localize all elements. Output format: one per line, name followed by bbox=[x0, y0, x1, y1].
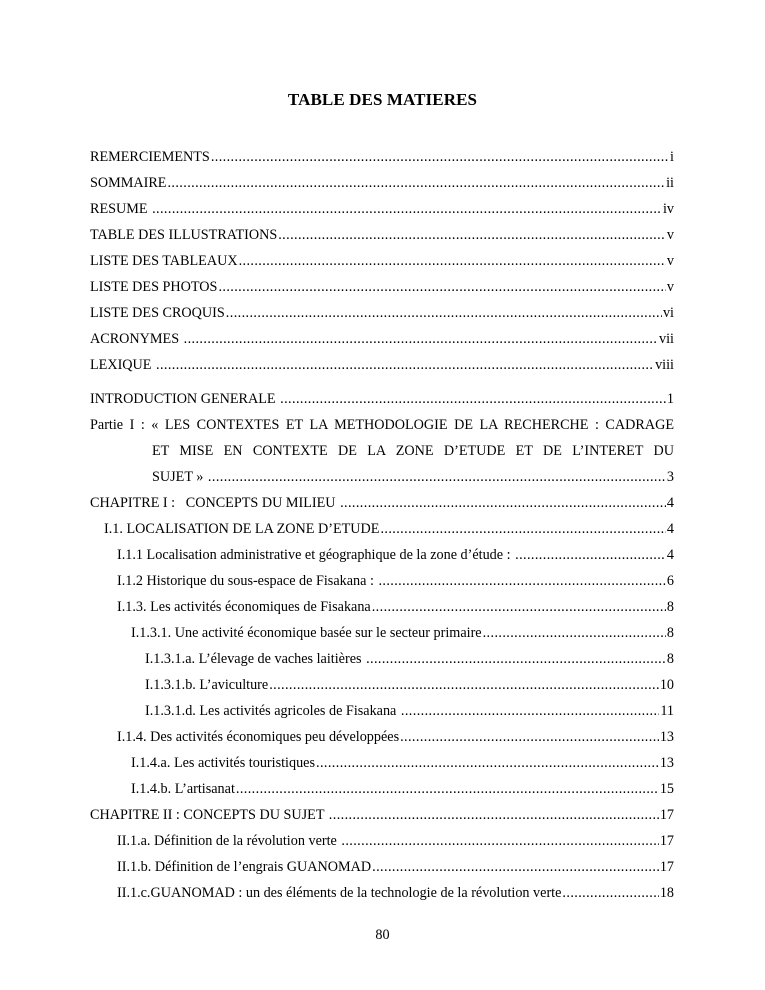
toc-entry-page: vii bbox=[659, 331, 674, 347]
toc-entry[interactable] bbox=[90, 724, 674, 750]
toc-entry[interactable] bbox=[90, 542, 674, 568]
dot-leader bbox=[372, 854, 659, 880]
toc-entry-page: 11 bbox=[660, 703, 674, 719]
toc-entry[interactable] bbox=[90, 828, 674, 854]
toc-entry[interactable] bbox=[90, 854, 674, 880]
toc-entry-page: vi bbox=[662, 305, 674, 321]
toc-entry-page: ii bbox=[666, 175, 674, 191]
dot-leader bbox=[184, 326, 658, 352]
toc-entry-line: Partie I : « LES CONTEXTES ET LA METHODOLOGIE DE LA RECHERCHE : CADRAGE bbox=[90, 417, 674, 433]
toc-entry-label: LISTE DES PHOTOS bbox=[90, 279, 218, 295]
toc-entry-label: LISTE DES TABLEAUX bbox=[90, 253, 238, 269]
toc-entry-label: II.1.b. Définition de l’engrais GUANOMAD bbox=[117, 859, 372, 875]
table-of-contents bbox=[90, 144, 674, 906]
toc-entry-page: 17 bbox=[659, 859, 674, 875]
toc-entry[interactable] bbox=[90, 620, 674, 646]
toc-entry-page: 17 bbox=[659, 807, 674, 823]
toc-entry[interactable] bbox=[90, 516, 674, 542]
toc-entry-page: iv bbox=[662, 201, 674, 217]
dot-leader bbox=[156, 352, 654, 378]
toc-entry-label: TABLE DES ILLUSTRATIONS bbox=[90, 227, 278, 243]
toc-entry[interactable] bbox=[90, 802, 674, 828]
toc-entry-page: 18 bbox=[659, 885, 674, 901]
toc-entry-page: 15 bbox=[659, 781, 674, 797]
toc-entry[interactable] bbox=[90, 170, 674, 196]
toc-entry-page: 4 bbox=[666, 547, 674, 563]
dot-leader bbox=[483, 620, 666, 646]
toc-entry-label: RESUME bbox=[90, 201, 152, 217]
dot-leader bbox=[380, 516, 665, 542]
toc-entry-label: ACRONYMES bbox=[90, 331, 183, 347]
toc-entry-label: CHAPITRE I : CONCEPTS DU MILIEU bbox=[90, 495, 340, 511]
toc-entry[interactable] bbox=[90, 248, 674, 274]
toc-entry-page: i bbox=[670, 149, 674, 165]
dot-leader bbox=[400, 724, 659, 750]
toc-entry-partie[interactable] bbox=[90, 412, 674, 490]
toc-entry-page: 8 bbox=[666, 625, 674, 641]
toc-entry[interactable] bbox=[90, 326, 674, 352]
toc-entry-label: REMERCIEMENTS bbox=[90, 149, 210, 165]
page-number: 80 bbox=[375, 927, 390, 943]
toc-entry-page: 4 bbox=[666, 521, 674, 537]
dot-leader bbox=[372, 594, 666, 620]
toc-entry-label: CHAPITRE II : CONCEPTS DU SUJET bbox=[90, 807, 328, 823]
dot-leader bbox=[208, 464, 666, 490]
toc-entry-page: v bbox=[666, 279, 674, 295]
toc-entry-page: 4 bbox=[666, 495, 674, 511]
toc-entry[interactable] bbox=[90, 144, 674, 170]
toc-entry-page: 6 bbox=[666, 573, 674, 589]
toc-entry-page: 1 bbox=[666, 391, 674, 407]
toc-entry-label: INTRODUCTION GENERALE bbox=[90, 391, 280, 407]
page-title: TABLE DES MATIERES bbox=[287, 90, 478, 109]
toc-entry-label: I.1.3.1.d. Les activités agricoles de Fisakana bbox=[145, 703, 400, 719]
dot-leader bbox=[378, 568, 665, 594]
dot-leader bbox=[280, 386, 666, 412]
section-gap bbox=[90, 378, 674, 386]
toc-entry-page: v bbox=[666, 227, 674, 243]
toc-entry[interactable] bbox=[90, 646, 674, 672]
toc-entry-page: viii bbox=[655, 357, 674, 373]
toc-entry[interactable] bbox=[90, 274, 674, 300]
toc-entry-label: LISTE DES CROQUIS bbox=[90, 305, 225, 321]
dot-leader bbox=[218, 274, 665, 300]
dot-leader bbox=[515, 542, 666, 568]
dot-leader bbox=[341, 828, 658, 854]
toc-entry[interactable] bbox=[90, 672, 674, 698]
dot-leader bbox=[562, 880, 658, 906]
toc-entry-label: I.1.3.1. Une activité économique basée sur le secteur primaire bbox=[131, 625, 482, 641]
dot-leader bbox=[167, 170, 665, 196]
dot-leader bbox=[278, 222, 666, 248]
toc-entry-label: I.1.3.1.a. L’élevage de vaches laitières bbox=[145, 651, 366, 667]
dot-leader bbox=[211, 144, 669, 170]
toc-entry-label: I.1.4.b. L’artisanat bbox=[131, 781, 235, 797]
dot-leader bbox=[269, 672, 659, 698]
toc-entry-label: SOMMAIRE bbox=[90, 175, 167, 191]
toc-entry-page: 13 bbox=[659, 729, 674, 745]
toc-entry[interactable] bbox=[90, 880, 674, 906]
dot-leader bbox=[401, 698, 659, 724]
dot-leader bbox=[226, 300, 662, 326]
dot-leader bbox=[236, 776, 659, 802]
toc-entry[interactable] bbox=[90, 776, 674, 802]
toc-entry[interactable] bbox=[90, 750, 674, 776]
toc-entry[interactable] bbox=[90, 352, 674, 378]
toc-entry[interactable] bbox=[90, 490, 674, 516]
toc-entry-line: ET MISE EN CONTEXTE DE LA ZONE D’ETUDE ET DE L’INTERET DU bbox=[152, 443, 674, 459]
toc-entry-page: 10 bbox=[659, 677, 674, 693]
toc-entry-label: I.1. LOCALISATION DE LA ZONE D’ETUDE bbox=[104, 521, 380, 537]
toc-entry-label: I.1.3.1.b. L’aviculture bbox=[145, 677, 269, 693]
dot-leader bbox=[316, 750, 659, 776]
toc-entry-page: 8 bbox=[666, 599, 674, 615]
toc-entry-page: 3 bbox=[666, 469, 674, 485]
toc-entry-label: I.1.3. Les activités économiques de Fisakana bbox=[117, 599, 371, 615]
dot-leader bbox=[239, 248, 666, 274]
toc-entry-label: I.1.4.a. Les activités touristiques bbox=[131, 755, 316, 771]
toc-entry-label: II.1.c.GUANOMAD : un des éléments de la technologie de la révolution verte bbox=[117, 885, 562, 901]
toc-entry-page: 17 bbox=[659, 833, 674, 849]
toc-entry-label: I.1.2 Historique du sous-espace de Fisakana : bbox=[117, 573, 378, 589]
dot-leader bbox=[329, 802, 659, 828]
toc-entry-page: 13 bbox=[659, 755, 674, 771]
toc-entry-label: LEXIQUE bbox=[90, 357, 156, 373]
toc-entry[interactable] bbox=[90, 568, 674, 594]
toc-entry[interactable] bbox=[90, 300, 674, 326]
dot-leader bbox=[340, 490, 666, 516]
toc-entry-page: 8 bbox=[666, 651, 674, 667]
toc-entry-page: v bbox=[666, 253, 674, 269]
toc-entry-label: I.1.4. Des activités économiques peu développées bbox=[117, 729, 400, 745]
toc-entry[interactable] bbox=[90, 594, 674, 620]
dot-leader bbox=[366, 646, 666, 672]
toc-entry[interactable] bbox=[90, 386, 674, 412]
toc-entry[interactable] bbox=[90, 196, 674, 222]
toc-entry-label: I.1.1 Localisation administrative et géographique de la zone d’étude : bbox=[117, 547, 515, 563]
toc-entry[interactable] bbox=[90, 698, 674, 724]
toc-entry-label: SUJET » bbox=[152, 469, 207, 485]
toc-entry[interactable] bbox=[90, 222, 674, 248]
toc-entry-label: II.1.a. Définition de la révolution verte bbox=[117, 833, 341, 849]
dot-leader bbox=[152, 196, 662, 222]
